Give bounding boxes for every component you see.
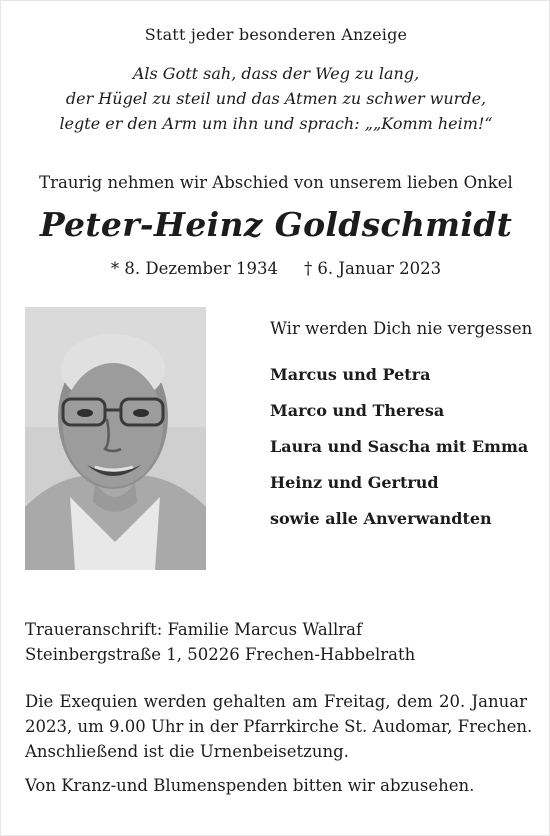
birth-date: * 8. Dezember 1934 — [110, 259, 278, 278]
poem — [1, 61, 550, 136]
death-date: † 6. Januar 2023 — [303, 259, 442, 278]
life-dates — [1, 259, 550, 278]
poem-line: der Hügel zu steil und das Atmen zu schwer wurde, — [65, 89, 487, 108]
intro-text: Traurig nehmen wir Abschied von unserem lieben Onkel — [39, 173, 513, 192]
notice-header: Statt jeder besonderen Anzeige — [144, 25, 408, 44]
deceased-name: Peter-Heinz Goldschmidt — [39, 205, 513, 244]
flowers-note: Von Kranz-und Blumenspenden bitten wir abzusehen. — [25, 776, 475, 795]
portrait-photo — [25, 307, 206, 570]
poem-line: legte er den Arm um ihn und sprach: „„Komm heim!“ — [59, 114, 493, 133]
remembrance-text: Wir werden Dich nie vergessen — [270, 319, 533, 338]
mourning-address — [25, 617, 415, 667]
mourner-item: sowie alle Anverwandten — [270, 509, 492, 528]
address-line: Steinbergstraße 1, 50226 Frechen-Habbelrath — [25, 645, 416, 664]
service-details — [25, 689, 533, 764]
mourner-item: Marco und Theresa — [270, 401, 445, 420]
service-line: Die Exequien werden gehalten am Freitag, dem 20. Januar — [25, 692, 527, 711]
portrait-illustration — [25, 307, 206, 570]
service-line: Anschließend ist die Urnenbeisetzung. — [25, 742, 349, 761]
mourners-block — [270, 319, 540, 537]
mourner-item: Marcus und Petra — [270, 365, 431, 384]
mourner-item: Heinz und Gertrud — [270, 473, 439, 492]
address-line: Traueranschrift: Familie Marcus Wallraf — [25, 620, 363, 639]
poem-line: Als Gott sah, dass der Weg zu lang, — [132, 64, 420, 83]
mourner-item: Laura und Sascha mit Emma — [270, 437, 529, 456]
mourner-list — [270, 357, 540, 537]
service-line: 2023, um 9.00 Uhr in der Pfarrkirche St. Audomar, Frechen. — [25, 717, 533, 736]
